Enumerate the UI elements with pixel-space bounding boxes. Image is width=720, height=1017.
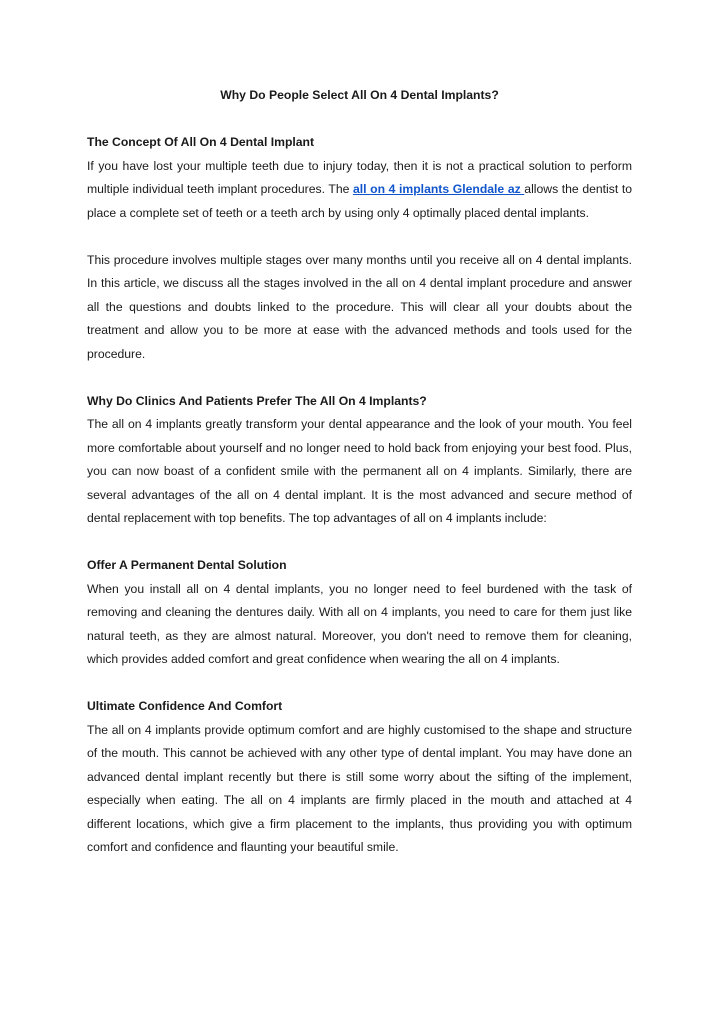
spacer <box>87 108 632 132</box>
section-heading: Ultimate Confidence And Comfort <box>87 699 283 713</box>
section-permanent-solution <box>87 554 632 695</box>
spacer <box>87 225 632 249</box>
spacer <box>87 531 632 555</box>
section-heading: Why Do Clinics And Patients Prefer The All On 4 Implants? <box>87 393 427 408</box>
paragraph-text: If you have lost your multiple teeth due to injury today, then it is not a practical solution to perform multiple individual teeth implant procedures. The <box>87 158 632 196</box>
section-heading: Offer A Permanent Dental Solution <box>87 558 287 572</box>
spacer <box>87 366 632 390</box>
section-concept <box>87 131 632 390</box>
document-page <box>87 84 632 860</box>
paragraph: This procedure involves multiple stages over many months until you receive all on 4 dental implants. In this article, we discuss all the stages involved in the all on 4 dental implant procedure and answer all the questions and doubts linked to the procedure. This will clear all your doubts about the treatment and allow you to be more at ease with the advanced methods and tools used for the procedure. <box>87 252 632 361</box>
section-heading: The Concept Of All On 4 Dental Implant <box>87 135 315 149</box>
spacer <box>87 672 632 696</box>
section-confidence-comfort <box>87 695 632 860</box>
paragraph <box>87 155 632 226</box>
paragraph: The all on 4 implants provide optimum comfort and are highly customised to the shape and structure of the mouth. This cannot be achieved with any other type of dental implant. You may have done an advanced dental implant recently but there is still some worry about the sifting of the implement, especially when eating. The all on 4 implants are firmly placed in the mouth and attached at 4 different locations, which give a firm placement to the implants, thus providing you with optimum comfort and confidence and flaunting your beautiful smile. <box>87 722 632 854</box>
document-title: Why Do People Select All On 4 Dental Implants? <box>220 88 499 102</box>
section-why-prefer <box>87 390 632 555</box>
implants-glendale-link[interactable]: all on 4 implants Glendale az <box>352 182 525 196</box>
paragraph-text: allows the dentist to place a complete set of teeth or a teeth arch by using only 4 optimally placed dental implants. <box>87 182 632 220</box>
paragraph: The all on 4 implants greatly transform your dental appearance and the look of your mouth. You feel more comfortable about yourself and no longer need to hold back from enjoying your best food. Plus, you can now boast of a confident smile with the permanent all on 4 implants. Similarly, there are several advantages of the all on 4 dental implant. It is the most advanced and secure method of dental replacement with top benefits. The top advantages of all on 4 implants include: <box>87 417 632 525</box>
paragraph: When you install all on 4 dental implants, you no longer need to feel burdened with the task of removing and cleaning the dentures daily. With all on 4 implants, you need to care for them just like natural teeth, as they are almost natural. Moreover, you don't need to remove them for cleaning, which provides added comfort and great confidence when wearing the all on 4 implants. <box>87 581 632 666</box>
